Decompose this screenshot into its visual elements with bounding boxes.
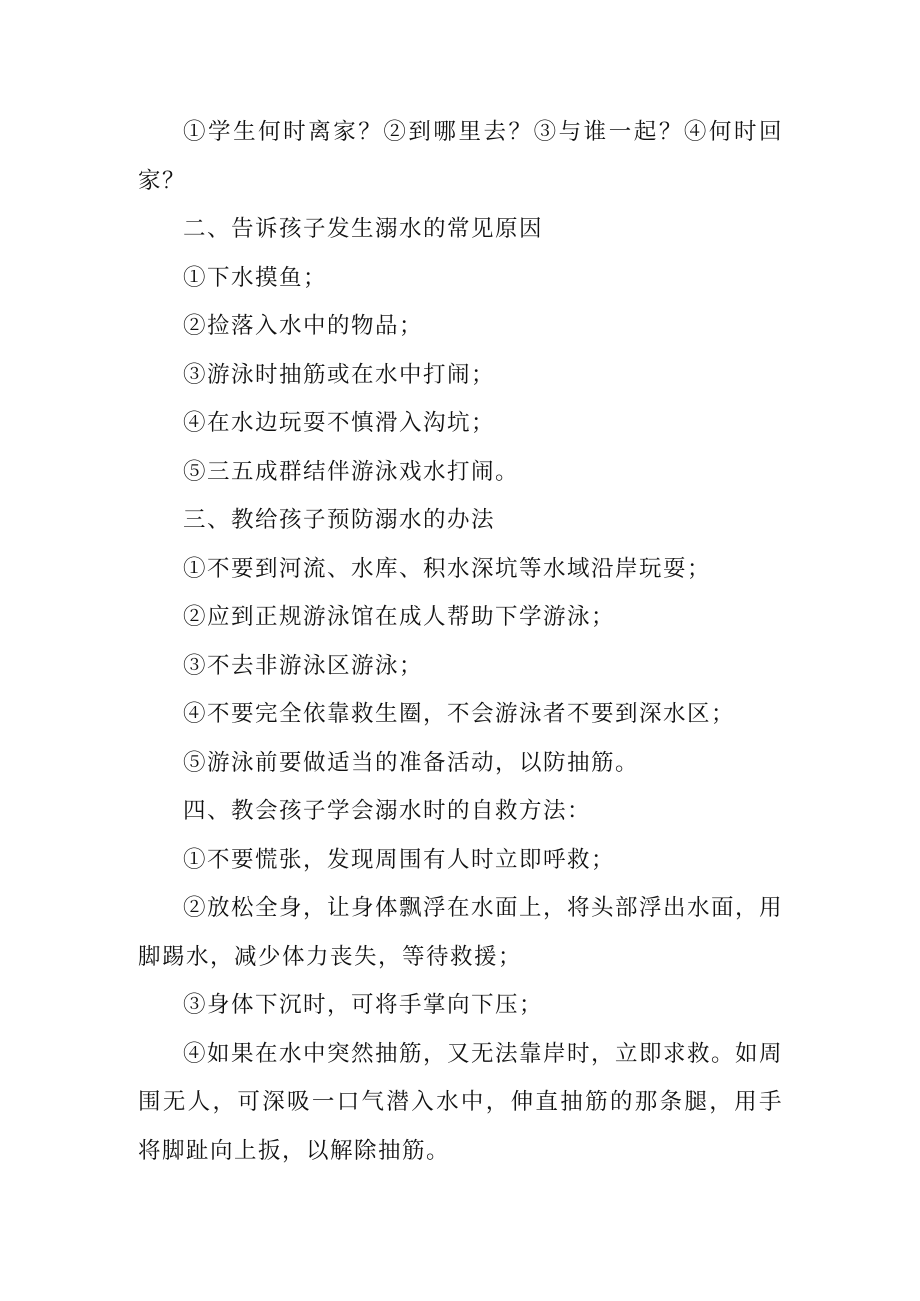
list-item: ⑤游泳前要做适当的准备活动，以防抽筋。: [183, 749, 640, 776]
document-body: [138, 108, 783, 1175]
list-item: ①下水摸鱼；: [183, 264, 328, 291]
list-item: ④不要完全依靠救生圈，不会游泳者不要到深水区；: [183, 701, 736, 727]
list-item: ②放松全身，让身体飘浮在水面上，将头部浮出水面，用脚踢水，减少体力丧失，等待救援；: [138, 895, 784, 970]
list-item: ⑤三五成群结伴游泳戏水打闹。: [183, 458, 520, 485]
list-item: ③身体下沉时，可将手掌向下压；: [183, 992, 544, 1018]
heading-drowning-causes: 二、告诉孩子发生溺水的常见原因: [183, 216, 544, 242]
paragraph-questions: ①学生何时离家？②到哪里去？③与谁一起？④何时回家？: [138, 119, 783, 194]
list-item: ①不要到河流、水库、积水深坑等水域沿岸玩耍；: [183, 555, 712, 582]
heading-prevention-methods: 三、教给孩子预防溺水的办法: [183, 507, 496, 533]
list-item: ③不去非游泳区游泳；: [183, 652, 424, 679]
list-item: ④在水边玩耍不慎滑入沟坑；: [183, 410, 496, 436]
list-item: ①不要慌张，发现周围有人时立即呼救；: [183, 846, 616, 873]
list-item: ②捡落入水中的物品；: [183, 313, 424, 339]
list-item: ③游泳时抽筋或在水中打闹；: [183, 361, 496, 388]
list-item: ②应到正规游泳馆在成人帮助下学游泳；: [183, 604, 616, 630]
list-item: ④如果在水中突然抽筋，又无法靠岸时，立即求救。如周围无人，可深吸一口气潜入水中，伸直抽筋的那条腿，用手将脚趾向上扳，以解除抽筋。: [138, 1040, 784, 1164]
heading-self-rescue-methods: 四、教会孩子学会溺水时的自救方法：: [183, 798, 592, 824]
